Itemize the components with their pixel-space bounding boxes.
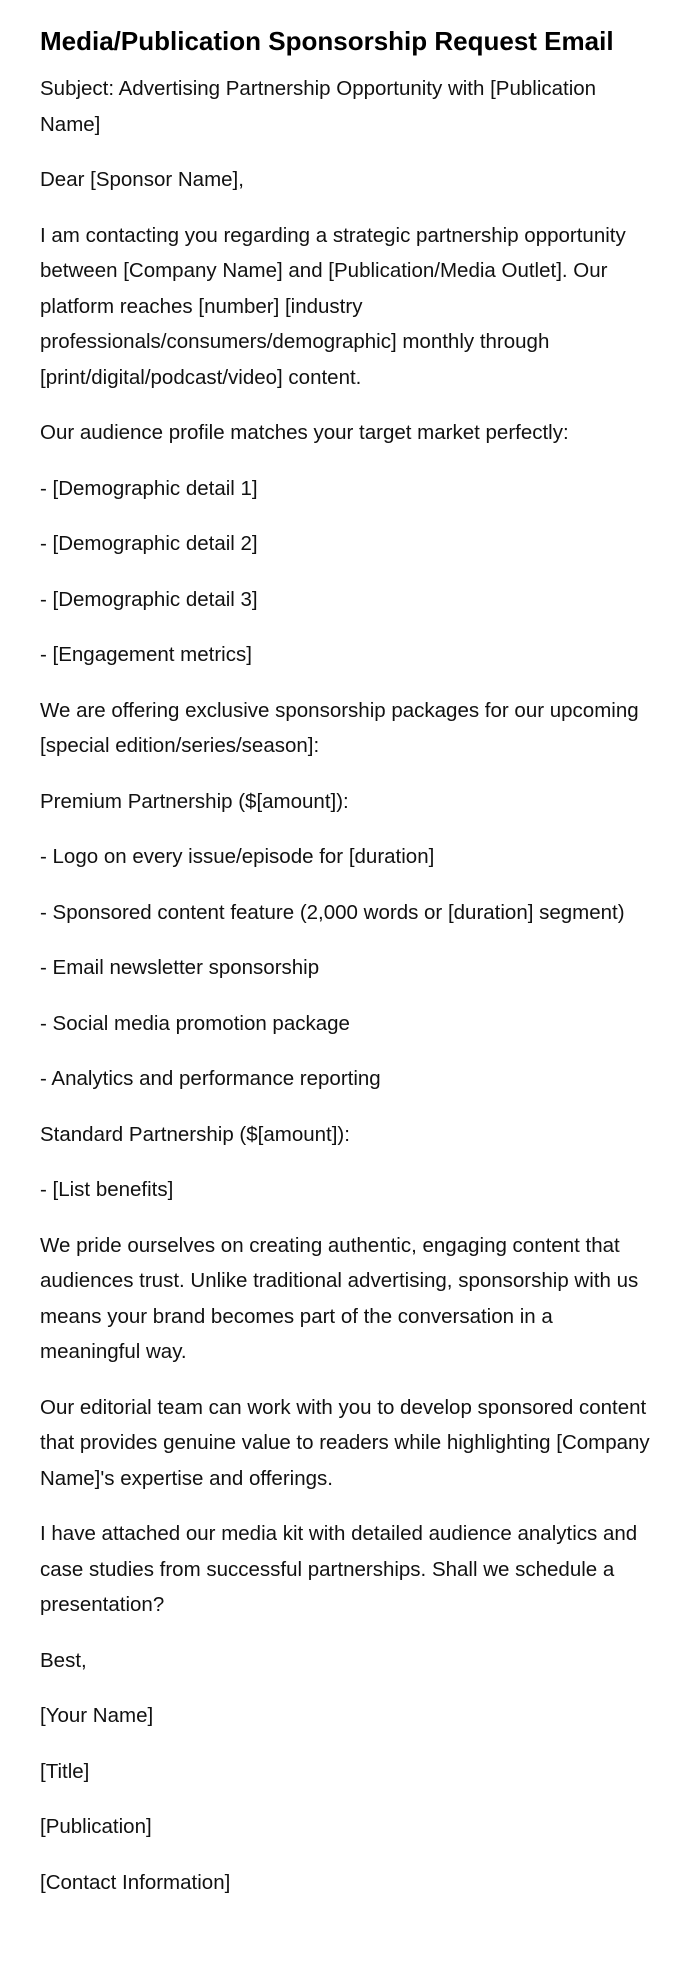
standard-heading: Standard Partnership ($[amount]): <box>40 1122 350 1146</box>
premium-benefit-item: - Email newsletter sponsorship <box>40 956 320 979</box>
salutation: Dear [Sponsor Name], <box>40 168 244 191</box>
sign-off: Best, <box>40 1648 87 1672</box>
intro-paragraph: I am contacting you regarding a strategic partnership opportunity between [Company Name] and [Publication/Media Outlet]. Our platform reaches [number] [industry professionals/consumers/demographic] monthly through [print/digital/podcast/video] content. <box>40 223 626 389</box>
signature-publication: [Publication] <box>40 1815 152 1838</box>
audience-list-item: - [Demographic detail 3] <box>40 587 258 611</box>
audience-list-item: - [Demographic detail 1] <box>40 476 258 500</box>
value-paragraph: We pride ourselves on creating authentic, engaging content that audiences trust. Unlike traditional advertising, sponsorship with us means your brand becomes part of the conversation in a meaningful way. <box>40 1233 639 1363</box>
subject-line: Subject: Advertising Partnership Opportunity with [Publication Name] <box>40 77 597 136</box>
editorial-paragraph: Our editorial team can work with you to develop sponsored content that provides genuine value to readers while highlighting [Company Name]'s expertise and offerings. <box>40 1395 650 1490</box>
audience-intro: Our audience profile matches your target market perfectly: <box>40 421 569 444</box>
premium-benefit-item: - Social media promotion package <box>40 1011 350 1035</box>
standard-benefit-item: - [List benefits] <box>40 1178 174 1201</box>
premium-benefit-item: - Sponsored content feature (2,000 words or [duration] segment) <box>40 900 625 924</box>
premium-benefit-item: - Logo on every issue/episode for [duration] <box>40 845 435 868</box>
premium-benefit-item: - Analytics and performance reporting <box>40 1067 381 1090</box>
premium-heading: Premium Partnership ($[amount]): <box>40 789 349 813</box>
document-title: Media/Publication Sponsorship Request Email <box>40 26 614 56</box>
closing-paragraph: I have attached our media kit with detailed audience analytics and case studies from successful partnerships. Shall we schedule a presentation? <box>40 1522 638 1616</box>
audience-list-item: - [Demographic detail 2] <box>40 532 258 555</box>
audience-list-item: - [Engagement metrics] <box>40 643 252 666</box>
signature-title: [Title] <box>40 1759 90 1783</box>
packages-intro: We are offering exclusive sponsorship packages for our upcoming [special edition/series/season]: <box>40 698 639 757</box>
email-template-document <box>40 18 650 1920</box>
signature-name: [Your Name] <box>40 1704 154 1727</box>
signature-contact: [Contact Information] <box>40 1870 231 1894</box>
